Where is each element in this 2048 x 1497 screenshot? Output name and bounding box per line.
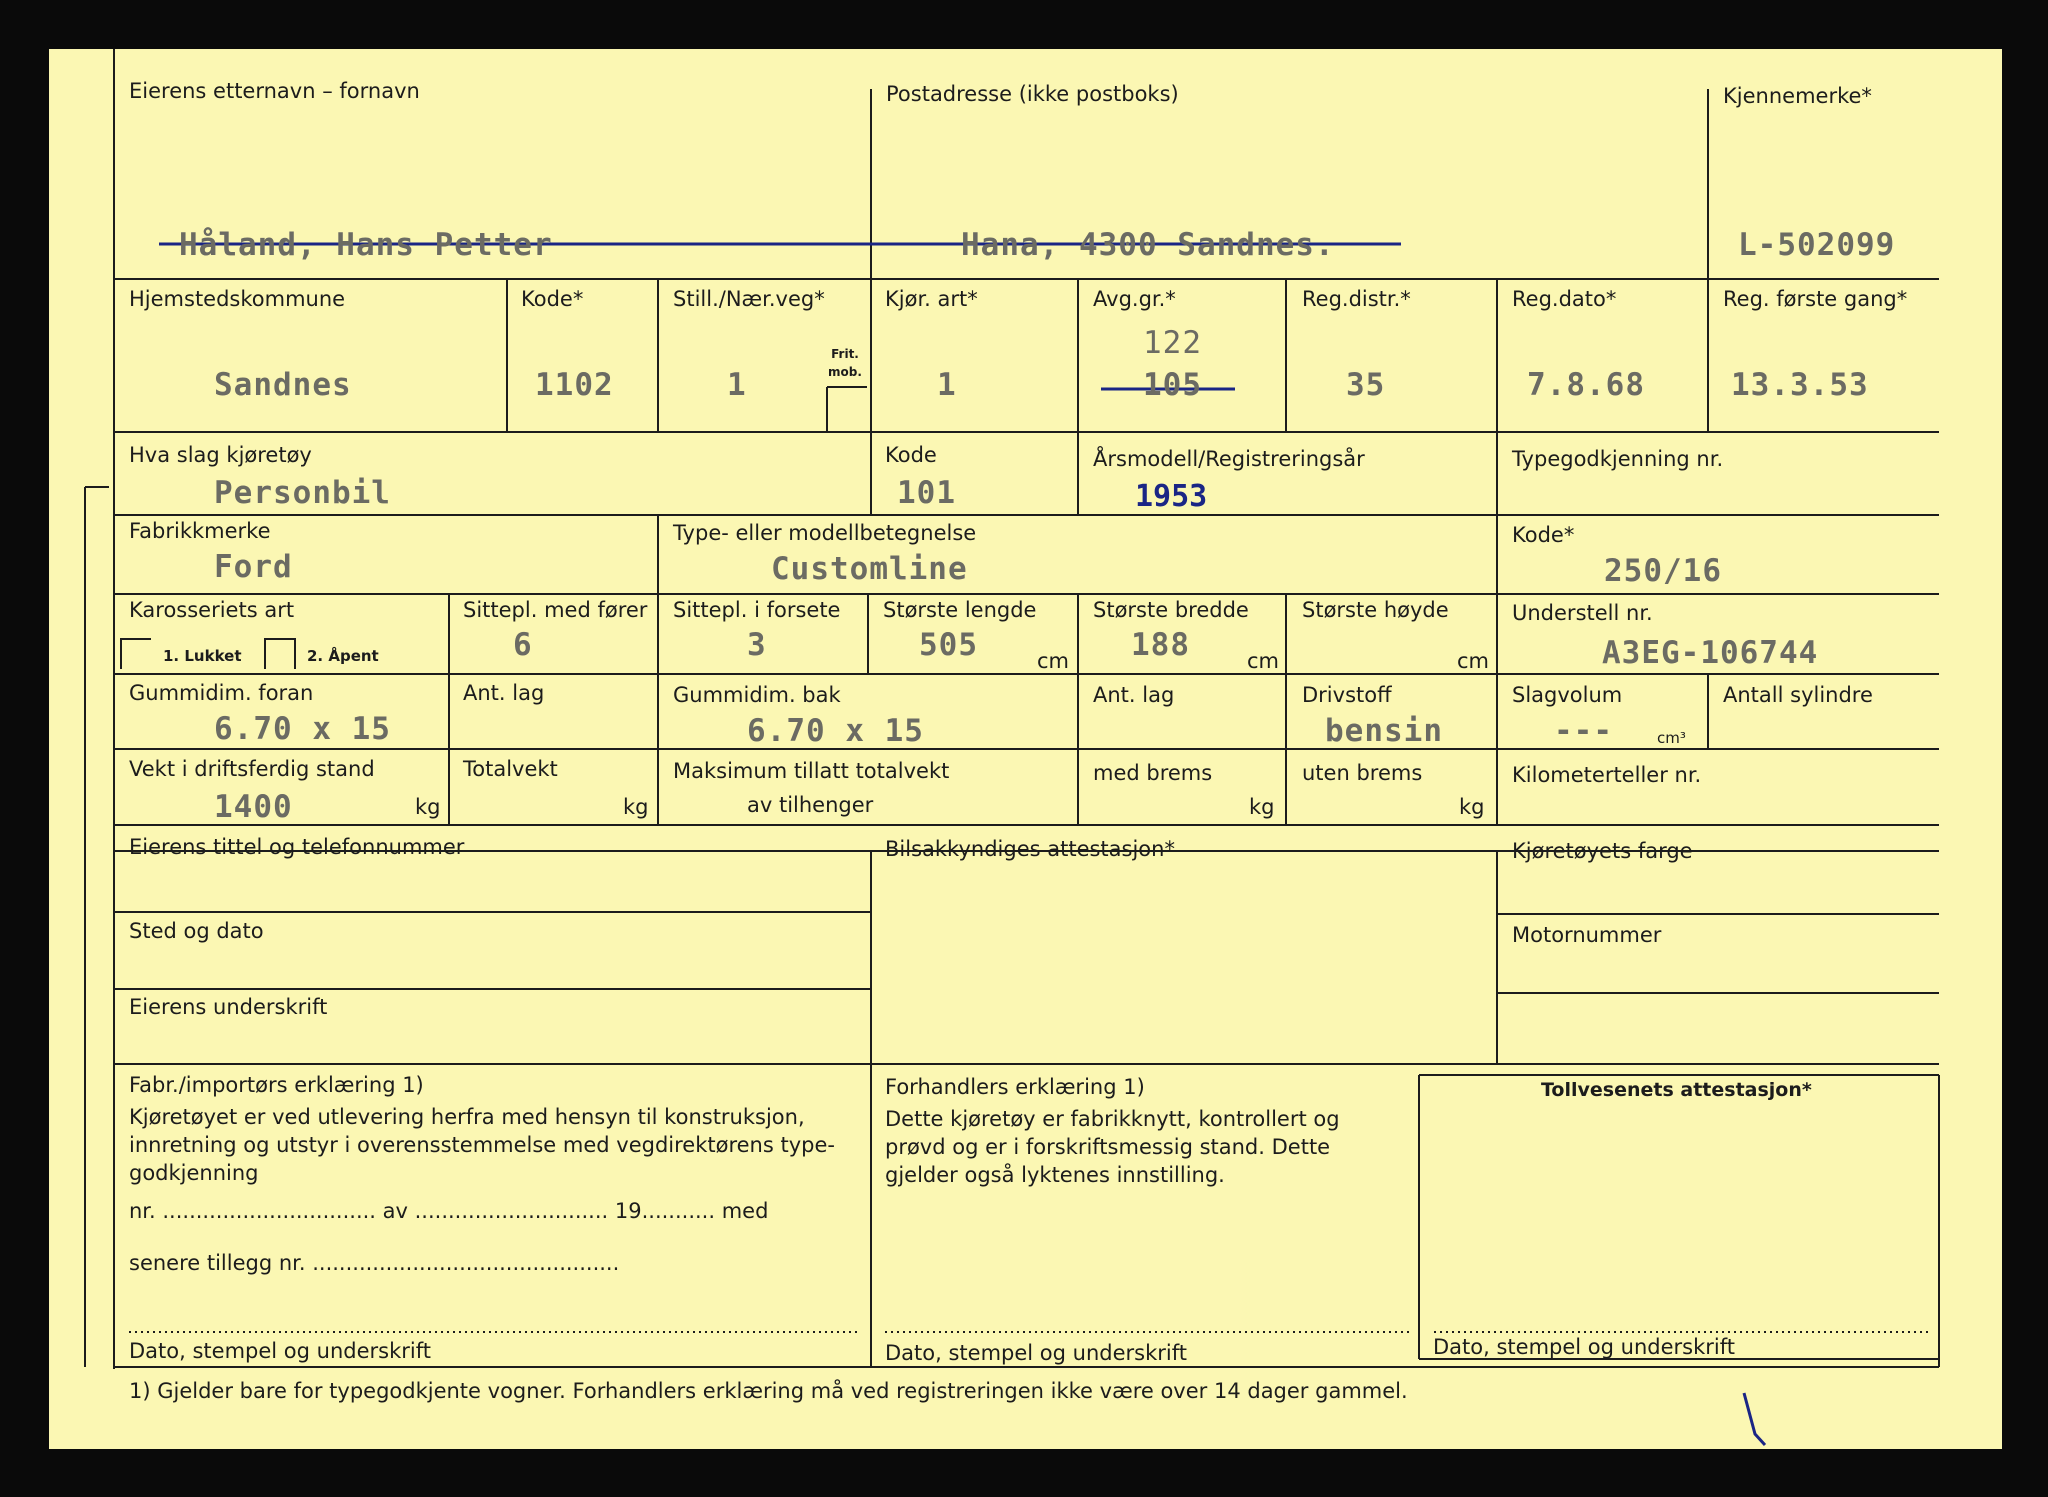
importer-line: godkjenning <box>129 1161 259 1185</box>
district-label: Reg.distr.* <box>1302 287 1411 311</box>
front-ply-label: Ant. lag <box>463 681 545 705</box>
type-code-value: 101 <box>897 475 956 511</box>
owner-name-value: Håland, Hans Petter <box>179 227 553 263</box>
tire-rear-value: 6.70 x 15 <box>747 713 924 749</box>
drive-type-value: 1 <box>937 367 957 403</box>
type-approval-label: Typegodkjenning nr. <box>1512 447 1724 471</box>
dealer-text <box>885 1105 1340 1189</box>
engine-label: Motornummer <box>1512 923 1662 947</box>
dealer-line: Dette kjøretøy er fabrikknytt, kontrollert og <box>885 1107 1340 1131</box>
place-date-label: Sted og dato <box>129 919 264 943</box>
length-value: 505 <box>919 627 978 663</box>
frit-mob-label: Frit. mob. <box>828 347 862 379</box>
length-unit: cm <box>1037 649 1070 673</box>
without-brakes-label: uten brems <box>1302 761 1423 785</box>
reg-date-label: Reg.dato* <box>1512 287 1617 311</box>
width-value: 188 <box>1131 627 1190 663</box>
with-brakes-unit: kg <box>1249 795 1275 819</box>
weight-value: 1400 <box>214 789 293 825</box>
owner-title-label: Eierens tittel og telefonnummer <box>129 835 465 859</box>
dealer-line: gjelder også lyktenes innstilling. <box>885 1163 1225 1187</box>
body-label: Karosseriets art <box>129 598 295 622</box>
approval-code-value: 250/16 <box>1604 553 1722 589</box>
importer-heading: Fabr./importørs erklæring 1) <box>129 1073 424 1097</box>
municipality-label: Hjemstedskommune <box>129 287 346 311</box>
fee-group-new: 122 <box>1143 325 1202 361</box>
senere-line: senere tillegg nr. .............................................. <box>129 1251 620 1275</box>
seats-value: 6 <box>513 627 533 663</box>
reg-date-value: 7.8.68 <box>1527 367 1645 403</box>
with-brakes-label: med brems <box>1093 761 1213 785</box>
body-closed-label: 1. Lukket <box>163 647 242 665</box>
customs-sign-label: Dato, stempel og underskrift <box>1433 1335 1735 1359</box>
chassis-value: A3EG-106744 <box>1602 635 1819 671</box>
model-value: Customline <box>771 551 968 587</box>
address-label: Postadresse (ikke postboks) <box>886 82 1179 106</box>
type-code-label: Kode <box>885 443 937 467</box>
seats-label: Sittepl. med fører <box>463 598 648 622</box>
customs-heading: Tollvesenets attestasjon* <box>1541 1079 1812 1101</box>
model-year-value: 1953 <box>1135 479 1208 514</box>
plate-label: Kjennemerke* <box>1723 84 1872 108</box>
importer-line: innretning og utstyr i overensstemmelse med vegdirektørens type- <box>129 1133 835 1157</box>
fuel-value: bensin <box>1325 713 1443 749</box>
displacement-value: --- <box>1554 713 1613 749</box>
front-seats-label: Sittepl. i forsete <box>673 598 841 622</box>
first-reg-value: 13.3.53 <box>1731 367 1869 403</box>
make-label: Fabrikkmerke <box>129 519 271 543</box>
approval-code-label: Kode* <box>1512 523 1575 547</box>
importer-sign-label: Dato, stempel og underskrift <box>129 1339 431 1363</box>
footnote: 1) Gjelder bare for typegodkjente vogner. Forhandlers erklæring må ved registreringen ikke være over 14 dager gammel. <box>129 1379 1408 1403</box>
inspector-label: Bilsakkyndiges attestasjon* <box>885 837 1175 861</box>
front-seats-value: 3 <box>747 627 767 663</box>
tire-front-label: Gummidim. foran <box>129 681 314 705</box>
weight-label: Vekt i driftsferdig stand <box>129 757 375 781</box>
drive-type-label: Kjør. art* <box>885 287 978 311</box>
vehicle-type-label: Hva slag kjøretøy <box>129 443 312 467</box>
dealer-heading: Forhandlers erklæring 1) <box>885 1075 1145 1099</box>
registration-card <box>49 49 2002 1449</box>
road-value: 1 <box>727 367 747 403</box>
fee-group-label: Avg.gr.* <box>1093 287 1176 311</box>
body-open-label: 2. Åpent <box>307 647 379 665</box>
trailer-label: av tilhenger <box>747 793 874 817</box>
vehicle-type-value: Personbil <box>214 475 391 511</box>
model-year-label: Årsmodell/Registreringsår <box>1093 447 1365 471</box>
dealer-sign-label: Dato, stempel og underskrift <box>885 1341 1187 1365</box>
height-unit: cm <box>1457 649 1490 673</box>
road-label: Still./Nær.veg* <box>673 287 825 311</box>
model-label: Type- eller modellbetegnelse <box>673 521 977 545</box>
weight-unit: kg <box>415 795 441 819</box>
fee-group-old: 105 <box>1143 367 1202 403</box>
width-unit: cm <box>1247 649 1280 673</box>
color-label: Kjøretøyets farge <box>1512 839 1693 863</box>
total-weight-unit: kg <box>623 795 649 819</box>
length-label: Største lengde <box>883 598 1037 622</box>
without-brakes-unit: kg <box>1459 795 1485 819</box>
nr-line: nr. ................................ av ............................. 19........... med <box>129 1199 769 1223</box>
code-label: Kode* <box>521 287 584 311</box>
importer-line: Kjøretøyet er ved utlevering herfra med hensyn til konstruksjon, <box>129 1105 805 1129</box>
total-weight-label: Totalvekt <box>463 757 558 781</box>
max-trailer-label: Maksimum tillatt totalvekt <box>673 759 950 783</box>
make-value: Ford <box>214 549 293 585</box>
displacement-unit: cm³ <box>1657 729 1686 747</box>
dealer-line: prøvd og er i forskriftsmessig stand. Dette <box>885 1135 1331 1159</box>
cylinders-label: Antall sylindre <box>1723 683 1873 707</box>
owner-name-label: Eierens etternavn – fornavn <box>129 79 420 103</box>
fuel-label: Drivstoff <box>1302 683 1392 707</box>
address-value: Hana, 4300 Sandnes. <box>961 227 1335 263</box>
tire-rear-label: Gummidim. bak <box>673 683 841 707</box>
odometer-label: Kilometerteller nr. <box>1512 763 1702 787</box>
rear-ply-label: Ant. lag <box>1093 683 1175 707</box>
height-label: Største høyde <box>1302 598 1449 622</box>
owner-signature-label: Eierens underskrift <box>129 995 328 1019</box>
width-label: Største bredde <box>1093 598 1249 622</box>
first-reg-label: Reg. første gang* <box>1723 287 1908 311</box>
displacement-label: Slagvolum <box>1512 683 1623 707</box>
district-value: 35 <box>1346 367 1386 403</box>
importer-text <box>129 1103 835 1187</box>
chassis-label: Understell nr. <box>1512 601 1653 625</box>
code-value: 1102 <box>535 367 614 403</box>
municipality-value: Sandnes <box>214 367 352 403</box>
tire-front-value: 6.70 x 15 <box>214 711 391 747</box>
plate-value: L-502099 <box>1738 227 1896 263</box>
